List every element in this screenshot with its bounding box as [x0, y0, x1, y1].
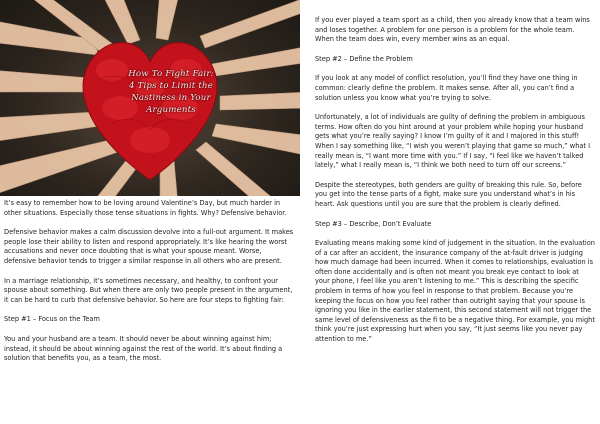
marriage-paragraph: In a marriage relationship, it’s sometimes necessary, and healthy, to confront your spouse about something. But when there are only two people present in the argument, it can be hard to curb that defensive behavior. So here are four steps to fighting fair:: [4, 276, 293, 304]
step3-heading: Step #3 – Describe, Don’t Evaluate: [315, 219, 432, 228]
left-column: [4, 199, 294, 374]
hero-title-line: How To Fight Fair:: [128, 69, 214, 79]
hero-title-line: Nastiness in Your: [131, 93, 211, 103]
stereotypes-paragraph: Despite the stereotypes, both genders are guilty of breaking this rule. So, before you get into the tense parts of a fight, make sure you understand what’s in his heart. Ask questions until you are sure that the problem is clearly defined.: [315, 180, 582, 208]
hero-title-line: Arguments: [146, 105, 196, 115]
right-column: [315, 16, 595, 355]
step1-paragraph: You and your husband are a team. It should never be about winning against him; instead, it should be about winning against the rest of the world. It’s about finding a solution that benefits you, as a team, the most.: [4, 334, 283, 363]
conflict-resolution-paragraph: If you look at any model of conflict resolution, you’ll find they have one thing in common: clearly define the problem. It makes sense. After all, you can’t find a solution unless you know what you’re trying to solve.: [315, 74, 578, 102]
step1-heading: Step #1 – Focus on the Team: [4, 315, 100, 324]
hero-title-line: 4 Tips to Limit the: [128, 81, 214, 91]
team-sport-paragraph: If you ever played a team sport as a child, then you already know that a team wins and loses together. A problem for one person is a problem for the whole team. When the team does win, every member wins as an equal.: [315, 16, 590, 44]
evaluation-paragraph: Evaluating means making some kind of judgement in the situation. In the evaluation of a car after an accident, the insurance company of the at-fault driver is judging how much damage had been incurred. When it comes to relationships, evaluation is often done accidentally and is often not meant you break eye contact to look at your phone, I feel like you aren’t listening to me.” This is describing the specific problem in terms of how you feel in response to that problem. Because you’re keeping the focus on how you feel rather than outright saying that your spouse is ignoring you like in the earlier statement, this second statement will not trigger the same level of defensiveness as the fi to be a negative thing. For example, you might think you’re just expressing hurt when you say, “It just seems like you never pay attention to me.”: [315, 239, 595, 344]
hero-image: [0, 0, 300, 196]
defensive-behavior-paragraph: Defensive behavior makes a calm discussion devolve into a full-out argument. It makes people lose their ability to listen and respond appropriately. It’s like hearing the worst accusations and never once doubting that is what your spouse meant. Worse, defensive behavior tends to trigger a similar response in all others who are present.: [4, 228, 294, 265]
hero-title: [96, 68, 246, 116]
ambiguous-terms-paragraph: Unfortunately, a lot of individuals are guilty of defining the problem in ambiguous terms. How often do you hint around at your problem while hoping your husband gets what you’re really saying? I know I’m guilty of it and I majored in this stuff! When I say something like, “I wish you weren’t playing that game so much,” what I really mean is, “I want more time with you.” If I say, “I feel like we haven’t talked lately,” what I really mean is, “I think we both need to turn off our screens.”: [315, 113, 591, 170]
step2-heading: Step #2 – Define the Problem: [315, 54, 413, 63]
intro-paragraph: It’s easy to remember how to be loving around Valentine’s Day, but much harder in other situations. Especially those tense situations in fights. Why? Defensive behavior.: [4, 199, 287, 217]
